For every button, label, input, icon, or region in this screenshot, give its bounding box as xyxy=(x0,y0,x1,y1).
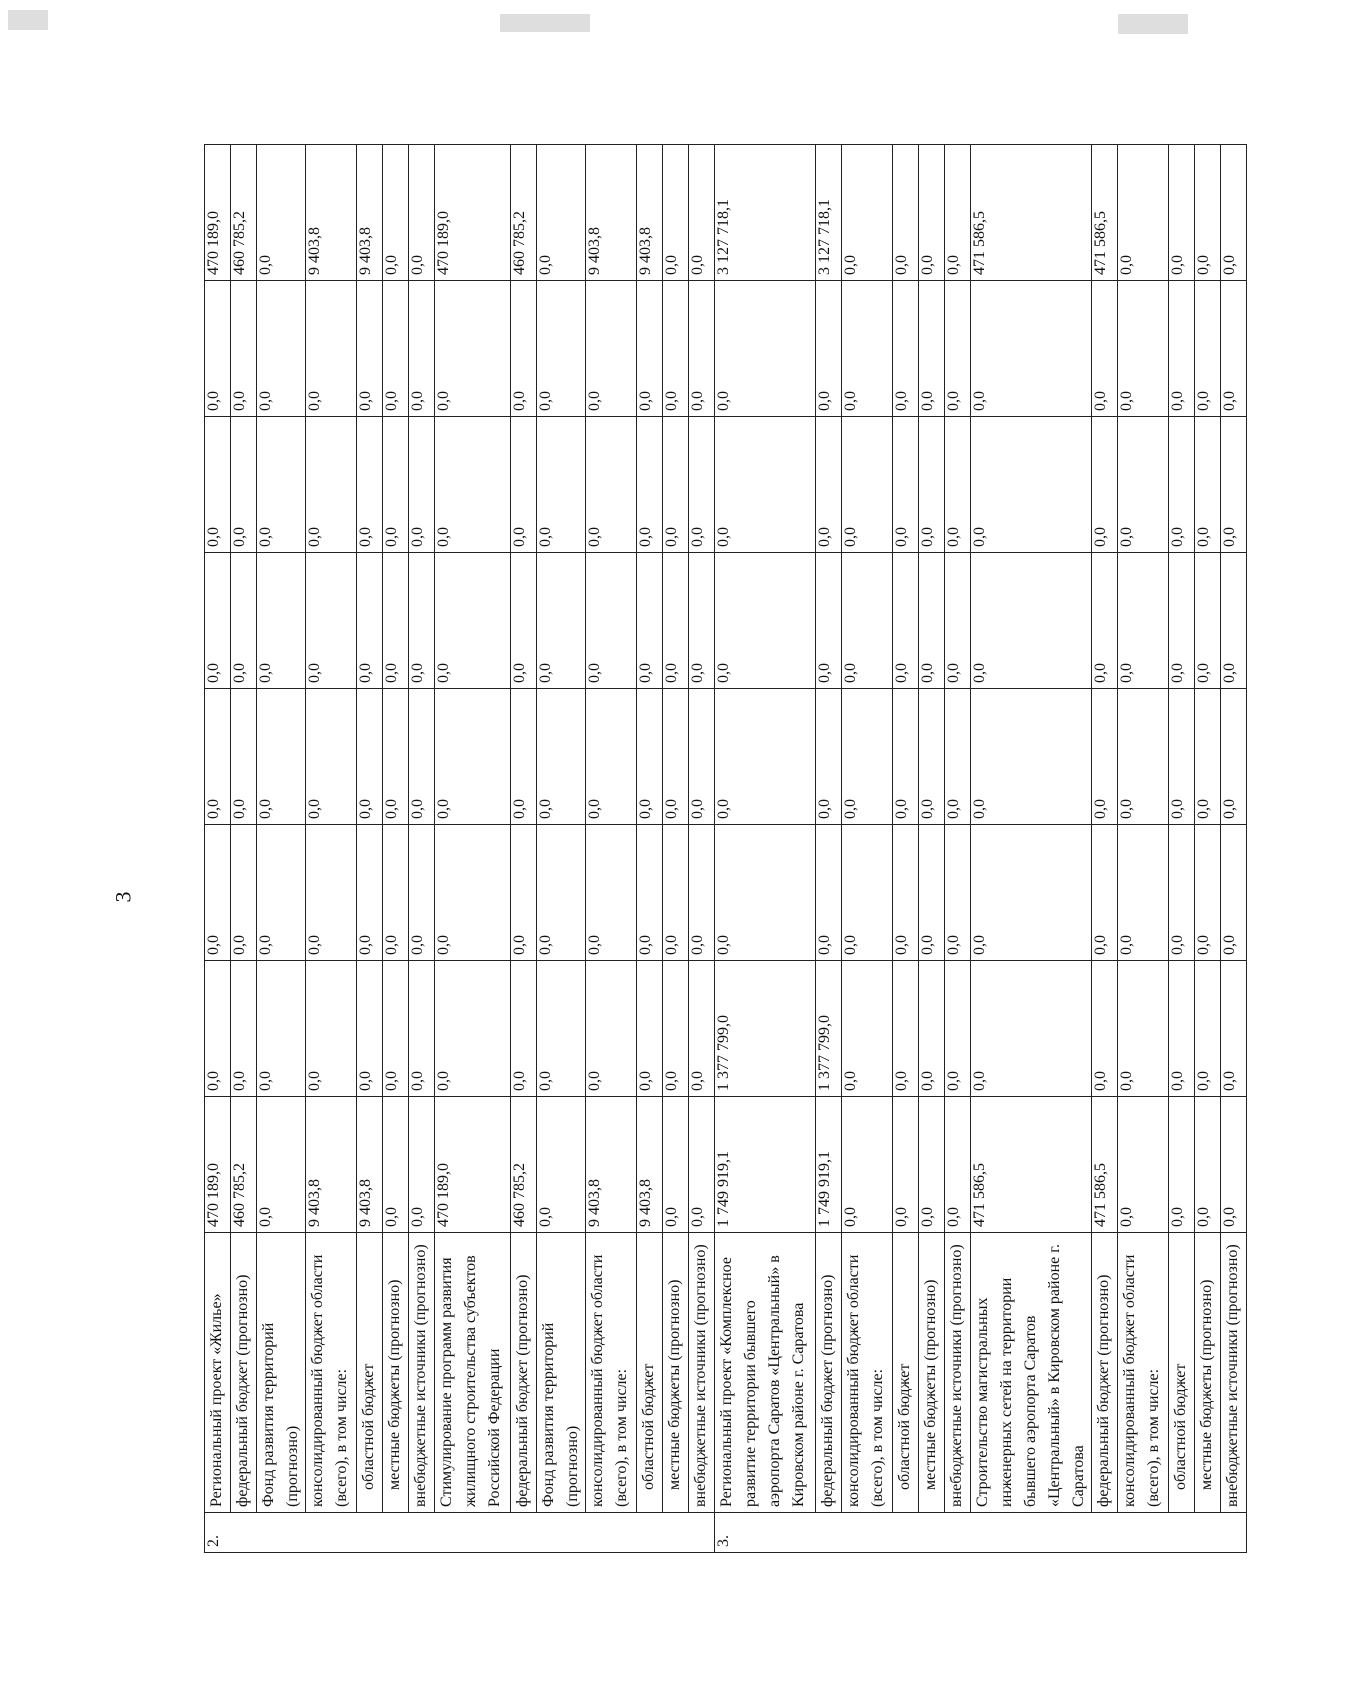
value-cell: 460 785,2 xyxy=(511,1097,537,1233)
value-cell: 460 785,2 xyxy=(231,1097,257,1233)
value-cell: 0,0 xyxy=(637,417,663,553)
value-cell: 0,0 xyxy=(971,553,1092,689)
value-cell: 470 189,0 xyxy=(205,145,231,281)
table-row xyxy=(511,145,537,1553)
value-cell: 0,0 xyxy=(231,281,257,417)
scan-speckle xyxy=(1118,14,1188,34)
value-cell: 0,0 xyxy=(435,961,511,1097)
row-label: внебюджетные источники (прогнозно) xyxy=(945,1233,971,1513)
row-label: Региональный проект «Комплексное развитие территории бывшего аэропорта Саратов «Центральный» в Кировском районе г. Саратова xyxy=(715,1233,816,1513)
value-cell: 9 403,8 xyxy=(306,1097,357,1233)
value-cell: 0,0 xyxy=(586,281,637,417)
value-cell: 9 403,8 xyxy=(306,145,357,281)
row-label: местные бюджеты (прогнозно) xyxy=(383,1233,409,1513)
value-cell: 0,0 xyxy=(842,689,893,825)
value-cell: 0,0 xyxy=(537,961,586,1097)
row-label: областной бюджет xyxy=(357,1233,383,1513)
row-label: внебюджетные источники (прогнозно) xyxy=(1221,1233,1247,1513)
value-cell: 0,0 xyxy=(1195,145,1221,281)
value-cell: 0,0 xyxy=(231,961,257,1097)
value-cell: 0,0 xyxy=(1118,1097,1169,1233)
value-cell: 0,0 xyxy=(257,689,306,825)
value-cell: 0,0 xyxy=(919,825,945,961)
value-cell: 0,0 xyxy=(945,417,971,553)
value-cell: 0,0 xyxy=(1118,553,1169,689)
value-cell: 0,0 xyxy=(1221,145,1247,281)
value-cell: 0,0 xyxy=(971,825,1092,961)
value-cell: 471 586,5 xyxy=(971,145,1092,281)
table-row xyxy=(586,145,637,1553)
value-cell: 0,0 xyxy=(1195,1097,1221,1233)
value-cell: 0,0 xyxy=(257,417,306,553)
value-cell: 0,0 xyxy=(357,689,383,825)
value-cell: 0,0 xyxy=(511,553,537,689)
value-cell: 0,0 xyxy=(919,689,945,825)
value-cell: 0,0 xyxy=(383,825,409,961)
value-cell: 0,0 xyxy=(663,145,689,281)
value-cell: 0,0 xyxy=(715,553,816,689)
value-cell: 0,0 xyxy=(257,145,306,281)
row-label: федеральный бюджет (прогнозно) xyxy=(511,1233,537,1513)
row-label: Стимулирование программ развития жилищного строительства субъектов Российской Федерации xyxy=(435,1233,511,1513)
table-row xyxy=(689,145,715,1553)
table-row xyxy=(231,145,257,1553)
value-cell: 0,0 xyxy=(689,1097,715,1233)
value-cell: 0,0 xyxy=(842,961,893,1097)
table-row xyxy=(1221,145,1247,1553)
value-cell: 0,0 xyxy=(1092,281,1118,417)
value-cell: 0,0 xyxy=(306,689,357,825)
budget-table-body xyxy=(205,145,1247,1553)
value-cell: 9 403,8 xyxy=(357,1097,383,1233)
value-cell: 471 586,5 xyxy=(1092,145,1118,281)
value-cell: 1 377 799,0 xyxy=(816,961,842,1097)
row-label: областной бюджет xyxy=(893,1233,919,1513)
value-cell: 0,0 xyxy=(842,553,893,689)
row-label: местные бюджеты (прогнозно) xyxy=(919,1233,945,1513)
value-cell: 0,0 xyxy=(689,825,715,961)
value-cell: 0,0 xyxy=(231,825,257,961)
value-cell: 0,0 xyxy=(842,417,893,553)
value-cell: 0,0 xyxy=(586,961,637,1097)
value-cell: 0,0 xyxy=(511,417,537,553)
table-row xyxy=(357,145,383,1553)
value-cell: 0,0 xyxy=(1169,281,1195,417)
value-cell: 0,0 xyxy=(511,825,537,961)
value-cell: 471 586,5 xyxy=(971,1097,1092,1233)
value-cell: 0,0 xyxy=(816,825,842,961)
row-label: местные бюджеты (прогнозно) xyxy=(1195,1233,1221,1513)
value-cell: 0,0 xyxy=(919,417,945,553)
scan-speckle xyxy=(8,10,48,30)
row-label: федеральный бюджет (прогнозно) xyxy=(816,1233,842,1513)
value-cell: 0,0 xyxy=(715,825,816,961)
value-cell: 0,0 xyxy=(1195,281,1221,417)
table-row xyxy=(715,145,816,1553)
table-row xyxy=(893,145,919,1553)
value-cell: 0,0 xyxy=(409,553,435,689)
table-row xyxy=(537,145,586,1553)
value-cell: 0,0 xyxy=(919,145,945,281)
page-number: 3 xyxy=(110,891,136,903)
value-cell: 0,0 xyxy=(816,417,842,553)
value-cell: 3 127 718,1 xyxy=(816,145,842,281)
value-cell: 0,0 xyxy=(205,689,231,825)
value-cell: 0,0 xyxy=(586,689,637,825)
value-cell: 0,0 xyxy=(945,1097,971,1233)
value-cell: 0,0 xyxy=(1092,825,1118,961)
row-label: федеральный бюджет (прогнозно) xyxy=(231,1233,257,1513)
scan-speckle xyxy=(500,14,590,32)
value-cell: 0,0 xyxy=(409,1097,435,1233)
row-label: консолидированный бюджет области (всего), в том числе: xyxy=(306,1233,357,1513)
value-cell: 0,0 xyxy=(257,553,306,689)
value-cell: 0,0 xyxy=(893,145,919,281)
value-cell: 0,0 xyxy=(842,145,893,281)
table-row xyxy=(971,145,1092,1553)
row-label: Строительство магистральных инженерных сетей на территории бывшего аэропорта Саратов «Центральный» в Кировском районе г. Саратова xyxy=(971,1233,1092,1513)
row-label: федеральный бюджет (прогнозно) xyxy=(1092,1233,1118,1513)
value-cell: 0,0 xyxy=(435,825,511,961)
value-cell: 0,0 xyxy=(893,825,919,961)
row-label: внебюджетные источники (прогнозно) xyxy=(409,1233,435,1513)
value-cell: 0,0 xyxy=(231,689,257,825)
value-cell: 0,0 xyxy=(1221,417,1247,553)
value-cell: 0,0 xyxy=(1169,1097,1195,1233)
value-cell: 0,0 xyxy=(1195,961,1221,1097)
value-cell: 0,0 xyxy=(842,1097,893,1233)
value-cell: 0,0 xyxy=(1118,417,1169,553)
value-cell: 0,0 xyxy=(971,689,1092,825)
value-cell: 0,0 xyxy=(715,689,816,825)
row-label: Региональный проект «Жилье» xyxy=(205,1233,231,1513)
table-row xyxy=(1169,145,1195,1553)
value-cell: 1 749 919,1 xyxy=(715,1097,816,1233)
value-cell: 9 403,8 xyxy=(586,145,637,281)
value-cell: 0,0 xyxy=(205,281,231,417)
value-cell: 0,0 xyxy=(715,281,816,417)
value-cell: 0,0 xyxy=(357,961,383,1097)
value-cell: 0,0 xyxy=(511,689,537,825)
value-cell: 0,0 xyxy=(663,961,689,1097)
value-cell: 460 785,2 xyxy=(231,145,257,281)
value-cell: 0,0 xyxy=(435,553,511,689)
value-cell: 0,0 xyxy=(893,281,919,417)
value-cell: 0,0 xyxy=(1221,689,1247,825)
value-cell: 0,0 xyxy=(1169,825,1195,961)
value-cell: 0,0 xyxy=(919,553,945,689)
value-cell: 0,0 xyxy=(231,553,257,689)
value-cell: 0,0 xyxy=(511,961,537,1097)
value-cell: 0,0 xyxy=(586,825,637,961)
value-cell: 0,0 xyxy=(1118,281,1169,417)
value-cell: 0,0 xyxy=(919,281,945,417)
value-cell: 0,0 xyxy=(1195,553,1221,689)
value-cell: 0,0 xyxy=(1092,961,1118,1097)
value-cell: 0,0 xyxy=(637,689,663,825)
value-cell: 0,0 xyxy=(663,417,689,553)
row-label: местные бюджеты (прогнозно) xyxy=(663,1233,689,1513)
value-cell: 0,0 xyxy=(1195,417,1221,553)
table-row xyxy=(383,145,409,1553)
value-cell: 3 127 718,1 xyxy=(715,145,816,281)
value-cell: 0,0 xyxy=(663,1097,689,1233)
value-cell: 0,0 xyxy=(537,689,586,825)
value-cell: 0,0 xyxy=(537,145,586,281)
value-cell: 0,0 xyxy=(1221,281,1247,417)
row-label: консолидированный бюджет области (всего), в том числе: xyxy=(1118,1233,1169,1513)
value-cell: 0,0 xyxy=(919,961,945,1097)
row-label: консолидированный бюджет области (всего), в том числе: xyxy=(586,1233,637,1513)
section-number: 3. xyxy=(715,1513,1247,1553)
budget-table-rotated xyxy=(204,145,1357,1553)
value-cell: 470 189,0 xyxy=(435,1097,511,1233)
table-row xyxy=(1092,145,1118,1553)
table-row xyxy=(1118,145,1169,1553)
value-cell: 0,0 xyxy=(945,553,971,689)
value-cell: 0,0 xyxy=(637,825,663,961)
value-cell: 0,0 xyxy=(1169,417,1195,553)
value-cell: 0,0 xyxy=(1221,961,1247,1097)
value-cell: 0,0 xyxy=(637,553,663,689)
value-cell: 471 586,5 xyxy=(1092,1097,1118,1233)
value-cell: 0,0 xyxy=(435,281,511,417)
value-cell: 1 749 919,1 xyxy=(816,1097,842,1233)
row-label: Фонд развития территорий (прогнозно) xyxy=(257,1233,306,1513)
row-label: внебюджетные источники (прогнозно) xyxy=(689,1233,715,1513)
value-cell: 0,0 xyxy=(537,553,586,689)
value-cell: 0,0 xyxy=(663,689,689,825)
value-cell: 470 189,0 xyxy=(435,145,511,281)
row-label: Фонд развития территорий (прогнозно) xyxy=(537,1233,586,1513)
value-cell: 0,0 xyxy=(816,281,842,417)
value-cell: 0,0 xyxy=(637,961,663,1097)
value-cell: 0,0 xyxy=(306,281,357,417)
value-cell: 0,0 xyxy=(409,145,435,281)
value-cell: 0,0 xyxy=(637,281,663,417)
value-cell: 0,0 xyxy=(205,417,231,553)
value-cell: 0,0 xyxy=(663,825,689,961)
value-cell: 0,0 xyxy=(409,689,435,825)
value-cell: 0,0 xyxy=(435,417,511,553)
value-cell: 9 403,8 xyxy=(357,145,383,281)
value-cell: 0,0 xyxy=(1195,825,1221,961)
value-cell: 0,0 xyxy=(383,961,409,1097)
value-cell: 0,0 xyxy=(257,281,306,417)
value-cell: 0,0 xyxy=(1221,825,1247,961)
value-cell: 0,0 xyxy=(257,825,306,961)
value-cell: 0,0 xyxy=(357,825,383,961)
value-cell: 470 189,0 xyxy=(205,1097,231,1233)
value-cell: 9 403,8 xyxy=(586,1097,637,1233)
value-cell: 0,0 xyxy=(893,553,919,689)
value-cell: 0,0 xyxy=(689,553,715,689)
value-cell: 0,0 xyxy=(383,417,409,553)
value-cell: 0,0 xyxy=(945,689,971,825)
value-cell: 0,0 xyxy=(409,961,435,1097)
value-cell: 0,0 xyxy=(586,417,637,553)
value-cell: 0,0 xyxy=(971,417,1092,553)
table-row xyxy=(306,145,357,1553)
value-cell: 0,0 xyxy=(409,281,435,417)
row-label: областной бюджет xyxy=(1169,1233,1195,1513)
value-cell: 0,0 xyxy=(893,961,919,1097)
value-cell: 0,0 xyxy=(945,145,971,281)
table-row xyxy=(663,145,689,1553)
value-cell: 0,0 xyxy=(945,961,971,1097)
value-cell: 0,0 xyxy=(205,961,231,1097)
value-cell: 0,0 xyxy=(231,417,257,553)
value-cell: 0,0 xyxy=(1169,961,1195,1097)
table-row xyxy=(945,145,971,1553)
value-cell: 9 403,8 xyxy=(637,1097,663,1233)
value-cell: 0,0 xyxy=(893,1097,919,1233)
value-cell: 1 377 799,0 xyxy=(715,961,816,1097)
value-cell: 0,0 xyxy=(689,281,715,417)
value-cell: 0,0 xyxy=(919,1097,945,1233)
value-cell: 0,0 xyxy=(1092,689,1118,825)
value-cell: 0,0 xyxy=(816,689,842,825)
value-cell: 0,0 xyxy=(383,1097,409,1233)
value-cell: 0,0 xyxy=(537,825,586,961)
value-cell: 0,0 xyxy=(1118,825,1169,961)
value-cell: 0,0 xyxy=(945,281,971,417)
section-number: 2. xyxy=(205,1513,715,1553)
value-cell: 0,0 xyxy=(435,689,511,825)
budget-table xyxy=(204,144,1247,1553)
value-cell: 0,0 xyxy=(357,417,383,553)
table-row xyxy=(1195,145,1221,1553)
value-cell: 0,0 xyxy=(945,825,971,961)
table-row xyxy=(409,145,435,1553)
value-cell: 0,0 xyxy=(816,553,842,689)
value-cell: 0,0 xyxy=(205,553,231,689)
value-cell: 0,0 xyxy=(383,281,409,417)
value-cell: 0,0 xyxy=(383,553,409,689)
value-cell: 0,0 xyxy=(1118,961,1169,1097)
value-cell: 0,0 xyxy=(1169,553,1195,689)
value-cell: 0,0 xyxy=(1118,689,1169,825)
value-cell: 0,0 xyxy=(689,145,715,281)
value-cell: 0,0 xyxy=(537,1097,586,1233)
value-cell: 0,0 xyxy=(205,825,231,961)
value-cell: 0,0 xyxy=(511,281,537,417)
value-cell: 0,0 xyxy=(1195,689,1221,825)
value-cell: 0,0 xyxy=(1169,145,1195,281)
value-cell: 0,0 xyxy=(1221,553,1247,689)
value-cell: 0,0 xyxy=(971,961,1092,1097)
value-cell: 0,0 xyxy=(537,417,586,553)
value-cell: 0,0 xyxy=(257,1097,306,1233)
value-cell: 0,0 xyxy=(1092,553,1118,689)
value-cell: 0,0 xyxy=(409,825,435,961)
value-cell: 0,0 xyxy=(971,281,1092,417)
value-cell: 0,0 xyxy=(689,689,715,825)
value-cell: 0,0 xyxy=(306,417,357,553)
value-cell: 0,0 xyxy=(306,825,357,961)
value-cell: 0,0 xyxy=(586,553,637,689)
value-cell: 0,0 xyxy=(1092,417,1118,553)
table-row xyxy=(919,145,945,1553)
value-cell: 0,0 xyxy=(383,145,409,281)
value-cell: 0,0 xyxy=(715,417,816,553)
table-row xyxy=(637,145,663,1553)
table-row xyxy=(205,145,231,1553)
value-cell: 0,0 xyxy=(1118,145,1169,281)
value-cell: 0,0 xyxy=(257,961,306,1097)
value-cell: 0,0 xyxy=(383,689,409,825)
value-cell: 0,0 xyxy=(842,281,893,417)
value-cell: 460 785,2 xyxy=(511,145,537,281)
value-cell: 0,0 xyxy=(1221,1097,1247,1233)
value-cell: 0,0 xyxy=(689,961,715,1097)
value-cell: 0,0 xyxy=(893,417,919,553)
value-cell: 0,0 xyxy=(1169,689,1195,825)
table-row xyxy=(435,145,511,1553)
value-cell: 0,0 xyxy=(893,689,919,825)
value-cell: 0,0 xyxy=(537,281,586,417)
value-cell: 0,0 xyxy=(306,961,357,1097)
table-row xyxy=(842,145,893,1553)
value-cell: 0,0 xyxy=(409,417,435,553)
value-cell: 0,0 xyxy=(357,553,383,689)
value-cell: 0,0 xyxy=(663,553,689,689)
value-cell: 0,0 xyxy=(357,281,383,417)
table-row xyxy=(816,145,842,1553)
row-label: областной бюджет xyxy=(637,1233,663,1513)
value-cell: 0,0 xyxy=(306,553,357,689)
value-cell: 0,0 xyxy=(689,417,715,553)
value-cell: 9 403,8 xyxy=(637,145,663,281)
value-cell: 0,0 xyxy=(663,281,689,417)
table-row xyxy=(257,145,306,1553)
row-label: консолидированный бюджет области (всего), в том числе: xyxy=(842,1233,893,1513)
value-cell: 0,0 xyxy=(842,825,893,961)
